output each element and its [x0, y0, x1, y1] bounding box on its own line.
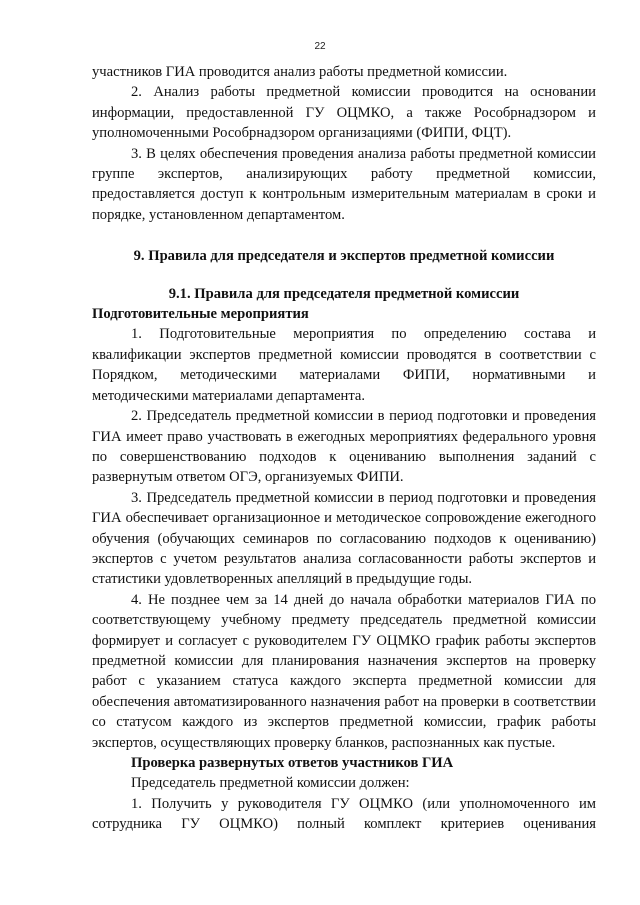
subsection-heading: 9.1. Правила для председателя предметной комиссии: [168, 285, 520, 302]
paragraph: 1. Подготовительные мероприятия по определению состава и квалификации экспертов предметной комиссии проводятся в соответствии с Порядком, методическими материалами ФИПИ, нормативными и методическими материалами департамента.: [92, 326, 596, 404]
document-body: [92, 62, 596, 835]
page-number: 22: [314, 41, 326, 52]
paragraph: 3. В целях обеспечения проведения анализа работы предметной комиссии группе экспертов, анализирующих работу предметной комиссии, предоставляется доступ к контрольным измерительным материалам в сроки и порядке, установленном департаментом.: [92, 145, 596, 223]
paragraph: 2. Анализ работы предметной комиссии проводится на основании информации, предоставленной ГУ ОЦМКО, а также Рособрнадзором и уполномоченными Рособрнадзором организациями (ФИПИ, ФЦТ).: [92, 84, 596, 142]
paragraph: 3. Председатель предметной комиссии в период подготовки и проведения ГИА обеспечивает организационное и методическое сопровождение ежегодного обучения (обучающих семинаров по согласованию подходов к оцениванию) экспертов с учетом результатов анализа согласованности работы экспертов и статистики удовлетворенных апелляций в предыдущие годы.: [92, 489, 596, 588]
paragraph: Председатель предметной комиссии должен:: [131, 775, 410, 792]
paragraph: 2. Председатель предметной комиссии в период подготовки и проведения ГИА имеет право участвовать в ежегодных мероприятиях федерального уровня по совершенствованию подходов к оцениванию выполнения заданий с развернутым ответом ОГЭ, организуемых ФИПИ.: [92, 408, 596, 486]
subheading-check: Проверка развернутых ответов участников ГИА: [131, 755, 454, 771]
subheading-preparatory: Подготовительные мероприятия: [92, 306, 309, 323]
paragraph: 1. Получить у руководителя ГУ ОЦМКО (или уполномоченного им сотрудника ГУ ОЦМКО) полный комплект критериев оценивания: [92, 795, 596, 833]
paragraph: 4. Не позднее чем за 14 дней до начала обработки материалов ГИА по соответствующему учебному предмету председатель предметной комиссии формирует и согласует с руководителем ГУ ОЦМКО график работы экспертов предметной комиссии для планирования назначения экспертов на проверку работ с указанием статуса каждого эксперта предметной комиссии для обеспечения автоматизированного назначения работ на проверки в соответствии со статусом каждого из экспертов предметной комиссии, график работы экспертов, осуществляющих проверку бланков, распознанных как пустые.: [92, 591, 596, 751]
section-heading: 9. Правила для председателя и экспертов предметной комиссии: [133, 248, 555, 265]
paragraph: участников ГИА проводится анализ работы предметной комиссии.: [92, 64, 508, 80]
